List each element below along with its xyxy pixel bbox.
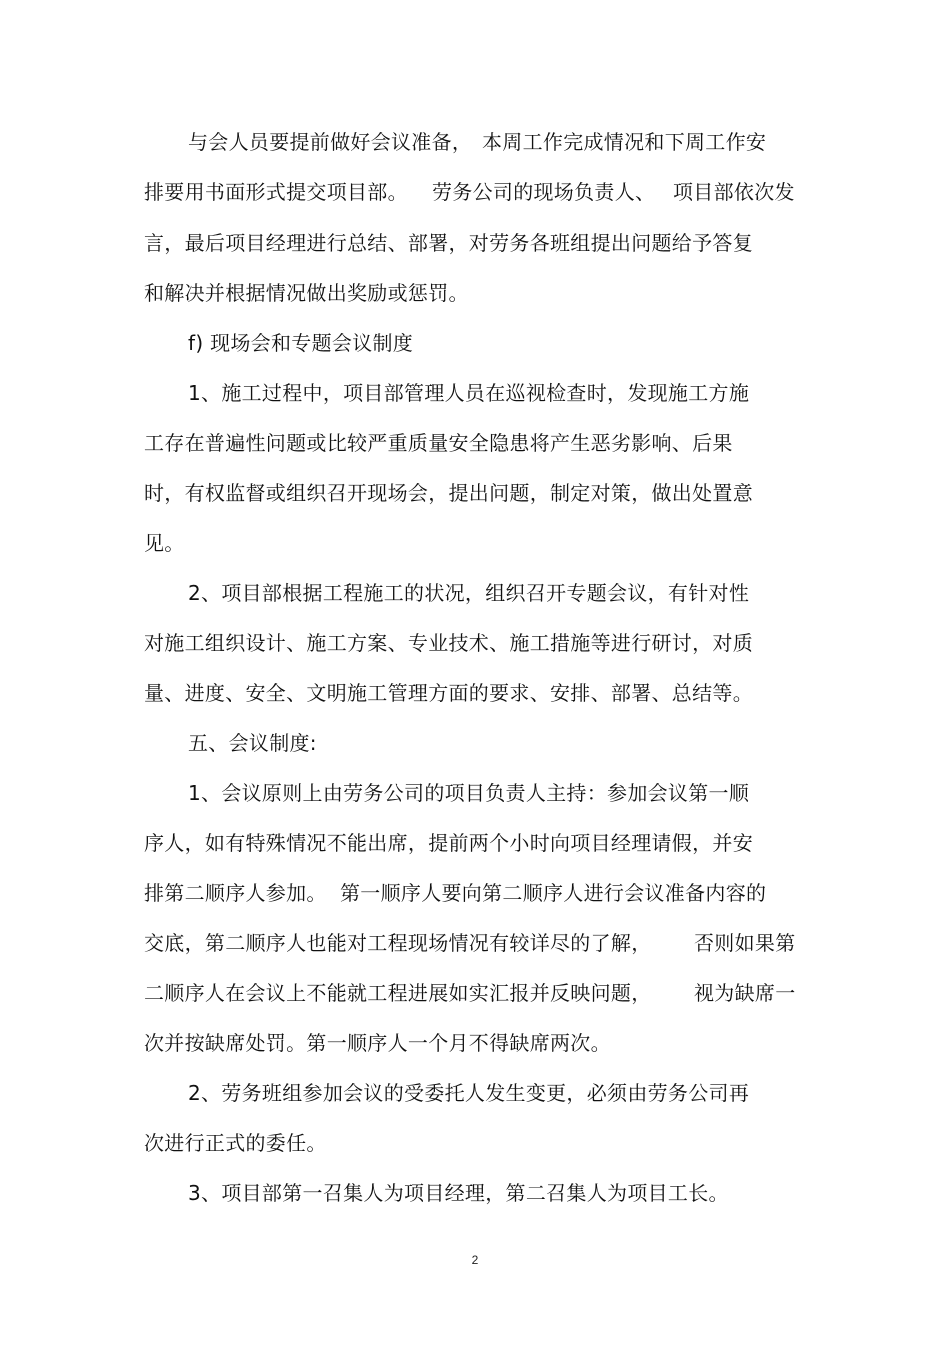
text-segment: 项目部依次发 — [673, 180, 795, 204]
text-segment: 对施工组织设计、施工方案、专业技术、施工措施等进行研讨，对质 — [144, 631, 753, 655]
text-segment: 次并按缺席处罚。第一顺序人一个月不得缺席两次。 — [144, 1031, 611, 1055]
text-segment: 1、施工过程中，项目部管理人员在巡视检查时，发现施工方施 — [188, 381, 750, 405]
text-segment: 第一顺序人要向第二顺序人进行会议准备内容的 — [340, 881, 767, 905]
text-segment: 劳务公司的现场负责人、 — [432, 180, 656, 204]
text-segment: 本周工作完成情况和下周工作安 — [482, 130, 767, 154]
text-segment: 2、项目部根据工程施工的状况，组织召开专题会议，有针对性 — [188, 581, 750, 605]
text-segment: 1、会议原则上由劳务公司的项目负责人主持：参加会议第一顺 — [188, 781, 750, 805]
text-segment: 次进行正式的委任。 — [144, 1131, 327, 1155]
text-segment: 排第二顺序人参加。 — [144, 881, 327, 905]
text-segment: 否则如果第 — [694, 931, 796, 955]
text-segment: 见。 — [144, 531, 185, 555]
text-segment: 时，有权监督或组织召开现场会，提出问题，制定对策，做出处置意 — [144, 481, 753, 505]
text-segment: 五、会议制度: — [188, 731, 317, 755]
page-number: 2 — [471, 1253, 479, 1267]
text-segment: 量、进度、安全、文明施工管理方面的要求、安排、部署、总结等。 — [144, 681, 753, 705]
text-segment: 序人，如有特殊情况不能出席，提前两个小时向项目经理请假，并安 — [144, 831, 753, 855]
text-segment: 排要用书面形式提交项目部。 — [144, 180, 408, 204]
text-segment: 言，最后项目经理进行总结、部署，对劳务各班组提出问题给予答复 — [144, 231, 753, 255]
text-segment: 2、劳务班组参加会议的受委托人发生变更，必须由劳务公司再 — [188, 1081, 750, 1105]
text-line — [0, 1179, 950, 1263]
text-segment: 视为缺席一 — [694, 981, 796, 1005]
text-segment: 二顺序人在会议上不能就工程进展如实汇报并反映问题， — [144, 981, 652, 1005]
text-segment: f) 现场会和专题会议制度 — [188, 331, 414, 355]
text-segment: 交底，第二顺序人也能对工程现场情况有较详尽的了解， — [144, 931, 652, 955]
text-segment: 和解决并根据情况做出奖励或惩罚。 — [144, 281, 469, 305]
text-segment: 3、项目部第一召集人为项目经理，第二召集人为项目工长。 — [188, 1181, 729, 1205]
text-segment: 工存在普遍性问题或比较严重质量安全隐患将产生恶劣影响、后果 — [144, 431, 733, 455]
text-segment: 与会人员要提前做好会议准备， — [188, 130, 473, 154]
